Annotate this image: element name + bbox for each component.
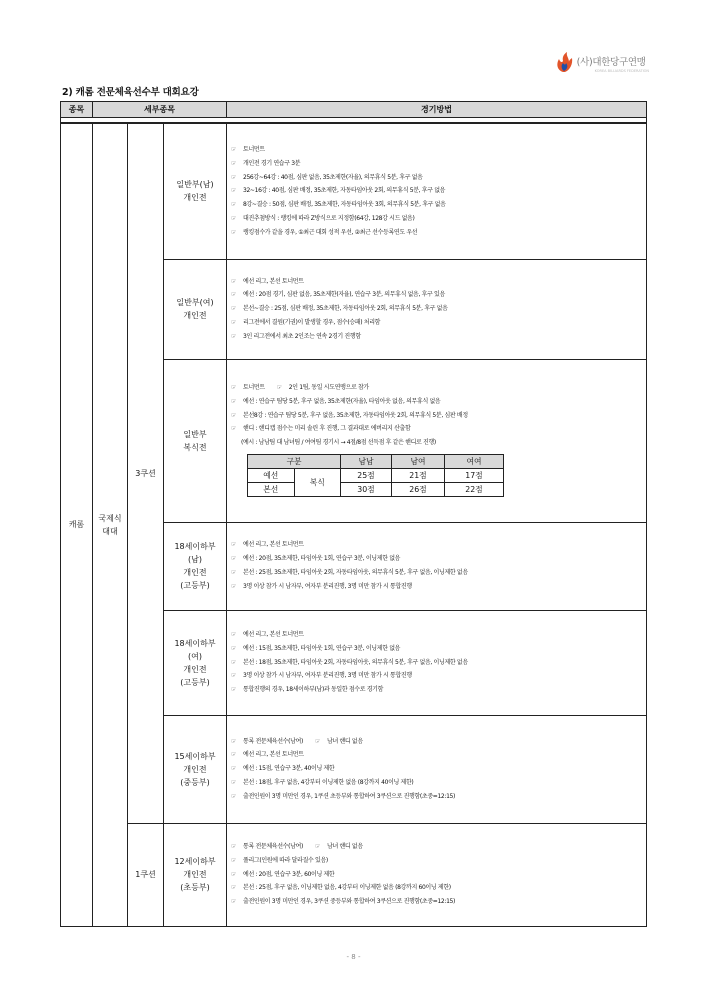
cushion-cell: 1쿠션 — [128, 823, 164, 926]
division-row — [61, 823, 647, 926]
rule-text: 남녀 핸디 없음 — [327, 737, 363, 745]
handicap-value: 22점 — [445, 482, 504, 496]
division-row — [61, 123, 647, 259]
pointing-hand-icon: ☞ — [231, 145, 237, 153]
rule-text: 예선 : 20점, 35초제한, 타임아웃 1회, 연습구 3분, 이닝제한 없음 — [243, 555, 401, 563]
rule-text: 본선 : 18점, 후구 없음, 4강부터 이닝제한 없음 (8강까지 40이닝 제한) — [243, 778, 414, 786]
header-method: 경기방법 — [227, 102, 647, 118]
method-cell — [227, 259, 647, 359]
pointing-hand-icon: ☞ — [231, 672, 237, 680]
event-cell: 캐롬 — [61, 123, 93, 926]
pointing-hand-icon: ☞ — [231, 201, 237, 209]
rule-text: 예선 : 연습구 팀당 5분, 후구 없음, 35초제한(자율), 타임아웃 없음, 의무휴식 없음 — [243, 397, 441, 405]
rule-line — [231, 642, 640, 656]
pointing-hand-icon: ☞ — [231, 658, 237, 666]
pointing-hand-icon: ☞ — [231, 644, 237, 652]
pointing-hand-icon: ☞ — [231, 582, 237, 590]
handicap-header-row — [248, 454, 504, 468]
pointing-hand-icon: ☞ — [231, 541, 237, 549]
pointing-hand-icon: ☞ — [231, 425, 237, 433]
pointing-hand-icon: ☞ — [231, 631, 237, 638]
handicap-row — [248, 468, 504, 482]
rule-line — [231, 395, 640, 409]
rule-text: 핸디 : 핸디캡 점수는 미리 솔린 후 진행, 그 결과대로 에버리지 산출함 — [243, 425, 411, 433]
pointing-hand-icon: ☞ — [276, 384, 282, 391]
pointing-hand-icon: ☞ — [231, 159, 237, 167]
rule-line — [231, 840, 640, 854]
federation-logo — [554, 50, 649, 73]
header-row — [61, 102, 647, 118]
rule-text: 본선8강 : 연습구 팀당 5분, 후구 없음, 35초제한, 자동타임아웃 2회, 의무휴식 5분, 심판 배정 — [243, 411, 468, 419]
pointing-hand-icon: ☞ — [231, 384, 237, 391]
handicap-header: 구분 — [248, 454, 341, 468]
pointing-hand-icon: ☞ — [231, 569, 237, 576]
pointing-hand-icon: ☞ — [231, 751, 237, 759]
rule-text: 리그전에서 결원(기권)이 발생할 경우, 점수(승패) 처리함 — [243, 318, 381, 326]
rule-text: 예선 리그, 본선 토너먼트 — [243, 631, 304, 638]
method-cell — [227, 823, 647, 926]
method-cell — [227, 715, 647, 823]
rule-line — [231, 748, 640, 762]
rule-line — [231, 157, 640, 171]
handicap-value: 21점 — [392, 468, 445, 482]
rule-text: 본선~결승 : 25점, 심판 배정, 35초제한, 자동타임아웃 2회, 의무휴식 5분, 후구 없음 — [243, 305, 448, 313]
rule-text: 남녀 핸디 없음 — [327, 843, 363, 850]
division-cell: 일반부(여) 개인전 — [164, 259, 227, 359]
pointing-hand-icon: ☞ — [231, 397, 237, 405]
rule-line — [231, 580, 640, 594]
rule-line — [231, 552, 640, 566]
rule-line — [231, 735, 640, 749]
rule-text: 예선 : 15점, 연습구 3분, 40이닝 제한 — [243, 765, 335, 773]
pointing-hand-icon: ☞ — [231, 843, 237, 850]
handicap-type: 복식 — [294, 468, 341, 496]
pointing-hand-icon: ☞ — [231, 228, 237, 236]
rule-line — [231, 868, 640, 882]
rule-text: 2인 1팀, 동일 시도연맹으로 참가 — [288, 384, 369, 391]
handicap-example-note: (예시 : 남남팀 대 남녀팀 / 여여팀 경기시 → 4점/8점 선득점 후 같은 핸디로 진행) — [241, 439, 436, 447]
rule-text: 토너먼트 — [243, 384, 265, 391]
rule-text: 통합진행의 경우, 18세이하부(남)과 동일한 점수로 경기함 — [243, 686, 384, 694]
handicap-stage: 예선 — [248, 468, 295, 482]
rule-text: 풀리그(인원에 따라 달라질수 있음) — [243, 856, 328, 864]
rule-line — [231, 669, 640, 683]
rule-line — [231, 288, 640, 302]
pointing-hand-icon: ☞ — [231, 332, 237, 340]
rule-line — [231, 656, 640, 670]
rule-line — [231, 212, 640, 226]
rule-line — [231, 881, 640, 895]
rule-text: 32~16강 : 40점, 심판 배정, 35초제한, 자동타임아웃 2회, 의무휴식 5분, 후구 없음 — [243, 187, 446, 195]
method-cell — [227, 522, 647, 610]
rule-text: 8강~결승 : 50점, 심판 배정, 35초제한, 자동타임아웃 3회, 의무휴식 5분, 후구 없음 — [243, 201, 446, 209]
rule-text: 예선 리그, 본선 토너먼트 — [243, 277, 304, 285]
division-cell: 15세이하부 개인전 (중등부) — [164, 715, 227, 823]
rule-text: 본선 : 25점, 35초제한, 타임아웃 2회, 자동타임아웃, 의무휴식 5분, 후구 없음, 이닝제한 없음 — [243, 569, 468, 576]
handicap-value: 30점 — [341, 482, 392, 496]
logo-text-block — [577, 50, 649, 73]
rule-text: 개인전 경기 연습구 3분 — [243, 159, 301, 167]
division-cell: 일반부(남) 개인전 — [164, 123, 227, 259]
rule-line — [231, 198, 640, 212]
pointing-hand-icon: ☞ — [231, 792, 237, 800]
rule-text: 3인 리그전에서 최초 2인조는 연속 2경기 진행함 — [243, 332, 361, 340]
rule-line — [231, 316, 640, 330]
handicap-header: 남여 — [392, 454, 445, 468]
discipline-cell: 국제식 대대 — [93, 123, 128, 926]
pointing-hand-icon: ☞ — [231, 214, 237, 222]
pointing-hand-icon: ☞ — [231, 173, 237, 181]
flame-logo-icon — [554, 51, 574, 73]
rule-line — [231, 628, 640, 642]
rule-line — [231, 330, 640, 344]
handicap-row — [248, 482, 504, 496]
rule-line — [231, 275, 640, 289]
rule-text: 랭킹점수가 같을 경우, ①최근 대회 성적 우선, ②최근 선수등록연도 우선 — [243, 228, 418, 236]
rule-line — [231, 381, 640, 395]
rule-line — [231, 422, 640, 436]
rule-text: 256강~64강 : 40점, 심판 없음, 35초제한(자율), 의무휴식 5분, 후구 없음 — [243, 173, 423, 181]
rule-line — [231, 171, 640, 185]
rule-text: 예선 리그, 본선 토너먼트 — [243, 541, 304, 549]
rule-text: 출전인원이 3명 미만인 경우, 1쿠션 초등부와 통합하여 3쿠션으로 진행함(초중=12:15) — [243, 792, 455, 800]
rule-line — [231, 776, 640, 790]
rule-line — [231, 566, 640, 580]
pointing-hand-icon: ☞ — [231, 778, 237, 786]
pointing-hand-icon: ☞ — [231, 187, 237, 195]
rule-text: 본선 : 25점, 후구 없음, 이닝제한 없음, 4강부터 이닝제한 없음 (8강까지 60이닝 제한) — [243, 884, 451, 892]
section-title: 2) 캐롬 전문체육선수부 대회요강 — [62, 87, 199, 98]
rule-text: 통록 전문체육선수(남여) — [243, 843, 303, 850]
rule-line — [231, 226, 640, 240]
rule-text: 예선 리그, 본선 토너먼트 — [243, 751, 304, 759]
handicap-table — [247, 454, 504, 497]
logo-subtitle: KOREA BILLIARDS FEDERATION — [594, 69, 649, 73]
handicap-stage: 본선 — [248, 482, 295, 496]
rule-line — [231, 895, 640, 909]
rule-line — [231, 143, 640, 157]
pointing-hand-icon: ☞ — [231, 305, 237, 313]
pointing-hand-icon: ☞ — [231, 555, 237, 563]
division-cell: 일반부 복식전 — [164, 359, 227, 522]
pointing-hand-icon: ☞ — [231, 318, 237, 326]
handicap-value: 26점 — [392, 482, 445, 496]
rule-line — [231, 538, 640, 552]
rule-text: 예선 : 20점, 연습구 3분, 60이닝 제한 — [243, 870, 335, 878]
method-cell — [227, 359, 647, 522]
pointing-hand-icon: ☞ — [315, 737, 321, 745]
pointing-hand-icon: ☞ — [231, 277, 237, 285]
rules-table — [60, 101, 647, 927]
handicap-value: 17점 — [445, 468, 504, 482]
pointing-hand-icon: ☞ — [315, 843, 321, 850]
rule-line — [231, 854, 640, 868]
rule-text: 토너먼트 — [243, 145, 265, 153]
pointing-hand-icon: ☞ — [231, 411, 237, 419]
pointing-hand-icon: ☞ — [231, 856, 237, 864]
header-event: 종목 — [61, 102, 93, 118]
handicap-value: 25점 — [341, 468, 392, 482]
rule-text: 대진추첨방식 : 랭킹에 따라 Z방식으로 지정함(64강, 128강 시드 없음) — [243, 214, 415, 222]
rule-line — [231, 762, 640, 776]
logo-name: (사)대한당구연맹 — [576, 57, 646, 68]
pointing-hand-icon: ☞ — [231, 870, 237, 878]
page-number: - 8 - — [346, 953, 361, 961]
division-cell: 18세이하부 (남) 개인전 (고등부) — [164, 522, 227, 610]
pointing-hand-icon: ☞ — [231, 765, 237, 773]
pointing-hand-icon: ☞ — [231, 884, 237, 892]
rule-text: 3명 이상 참가 시 남자부, 여자부 분리진행, 3명 미만 참가 시 통합진행 — [243, 672, 412, 680]
header-subdivision: 세부종목 — [93, 102, 227, 118]
handicap-header: 남남 — [341, 454, 392, 468]
rule-text: 본선 : 18점, 35초제한, 타임아웃 2회, 자동타임아웃, 의무휴식 5분, 후구 없음, 이닝제한 없음 — [243, 658, 468, 666]
rule-line — [231, 790, 640, 804]
pointing-hand-icon: ☞ — [231, 291, 237, 299]
method-cell — [227, 123, 647, 259]
pointing-hand-icon: ☞ — [231, 686, 237, 694]
rule-text: 3명 이상 참가 시 남자부, 여자부 분리진행, 3명 미만 참가 시 통합진행 — [243, 582, 412, 590]
rule-line — [231, 409, 640, 423]
division-cell: 18세이하부 (여) 개인전 (고등부) — [164, 610, 227, 715]
rule-text: 예선 : 15점, 35초제한, 타임아웃 1회, 연습구 3분, 이닝제한 없음 — [243, 644, 401, 652]
method-cell — [227, 610, 647, 715]
rule-text: 출전인원이 3명 미만인 경우, 3쿠션 중등부와 통합하여 3쿠션으로 진행함(초중=12:15) — [243, 898, 455, 906]
rule-line — [231, 683, 640, 697]
rule-text: 통록 전문체육선수(남여) — [243, 737, 303, 745]
rule-line — [231, 302, 640, 316]
handicap-header: 여여 — [445, 454, 504, 468]
rule-line — [231, 184, 640, 198]
pointing-hand-icon: ☞ — [231, 737, 237, 745]
division-cell: 12세이하부 개인전 (초등부) — [164, 823, 227, 926]
cushion-cell: 3쿠션 — [128, 123, 164, 823]
rule-text: 예선 : 20점 경기, 심판 없음, 35초제한(자율), 연습구 3분, 의무휴식 없음, 후구 있음 — [243, 291, 445, 299]
pointing-hand-icon: ☞ — [231, 898, 237, 906]
rules-body — [61, 123, 647, 926]
